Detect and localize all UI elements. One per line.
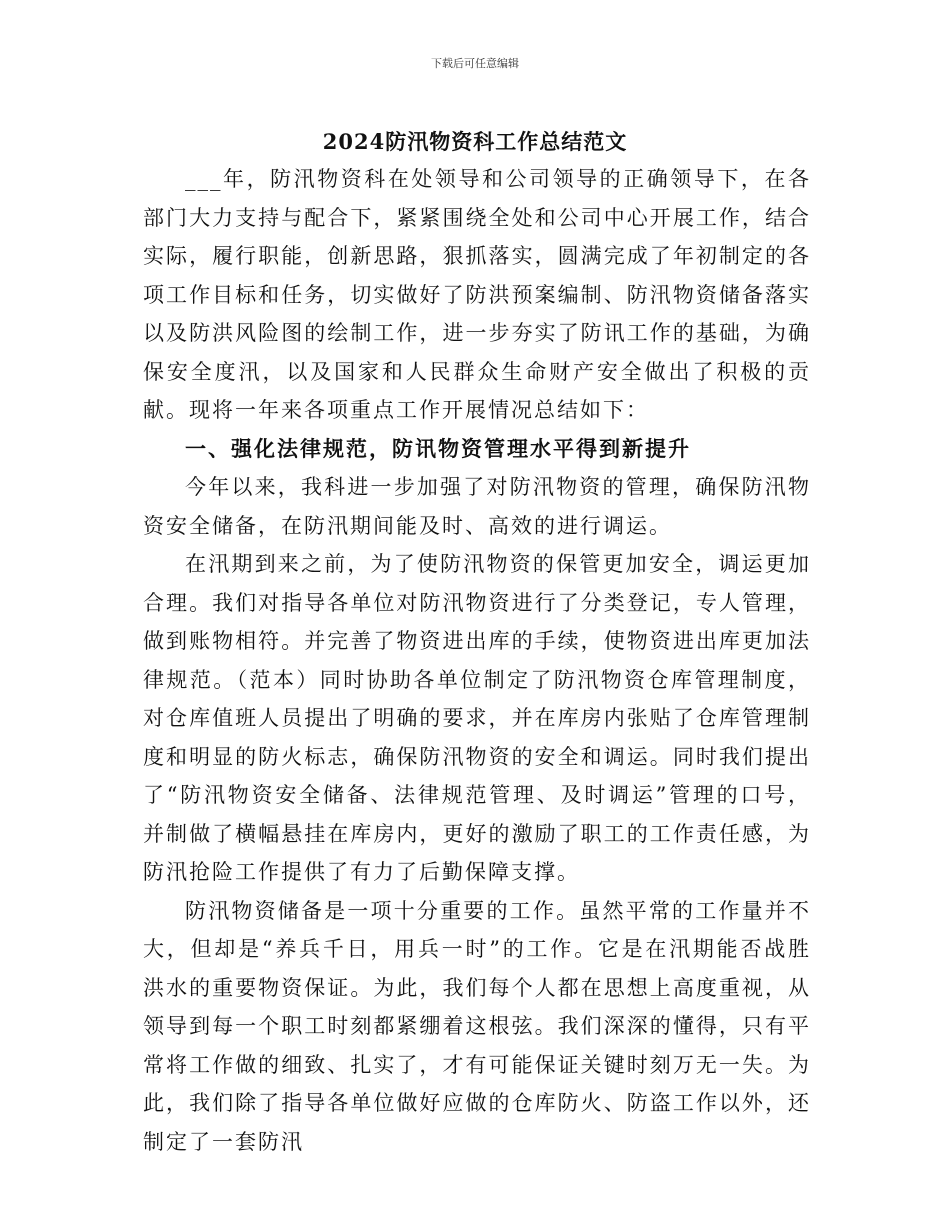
paragraph: 今年以来，我科进一步加强了对防汛物资的管理，确保防汛物资安全储备，在防汛期间能及时、高效的进行调运。 [143, 475, 811, 538]
document-body [143, 160, 811, 1161]
paragraph: 在汛期到来之前，为了使防汛物资的保管更加安全，调运更加合理。我们对指导各单位对防汛物资进行了分类登记，专人管理，做到账物相符。并完善了物资进出库的手续，使物资进出库更加法律规范。（范本）同时协助各单位制定了防汛物资仓库管理制度，对仓库值班人员提出了明确的要求，并在库房内张贴了仓库管理制度和明显的防火标志，确保防汛物资的安全和调运。同时我们提出了“防汛物资安全储备、法律规范管理、及时调运”管理的口号，并制做了横幅悬挂在库房内，更好的激励了职工的工作责任感，为防汛抢险工作提供了有力了后勤保障支撑。 [143, 552, 811, 884]
document-title: 2024防汛物资科工作总结范文 [322, 129, 628, 154]
header-note: 下载后可任意编辑 [431, 57, 519, 70]
paragraph: 防汛物资储备是一项十分重要的工作。虽然平常的工作量并不大，但却是“养兵千日，用兵一时”的工作。它是在汛期能否战胜洪水的重要物资保证。为此，我们每个人都在思想上高度重视，从领导到每一个职工时刻都紧绷着这根弦。我们深深的懂得，只有平常将工作做的细致、扎实了，才有可能保证关键时刻万无一失。为此，我们除了指导各单位做好应做的仓库防火、防盗工作以外，还制定了一套防汛 [143, 898, 811, 1154]
section-heading-1: 一、强化法律规范，防讯物资管理水平得到新提升 [185, 435, 691, 461]
paragraph-intro: ___年，防汛物资科在处领导和公司领导的正确领导下，在各部门大力支持与配合下，紧紧围绕全处和公司中心开展工作，结合实际，履行职能，创新思路，狠抓落实，圆满完成了年初制定的各项工作目标和任务，切实做好了防洪预案编制、防汛物资储备落实以及防洪风险图的绘制工作，进一步夯实了防讯工作的基础，为确保安全度汛，以及国家和人民群众生命财产安全做出了积极的贡献。现将一年来各项重点工作开展情况总结如下： [143, 167, 811, 422]
